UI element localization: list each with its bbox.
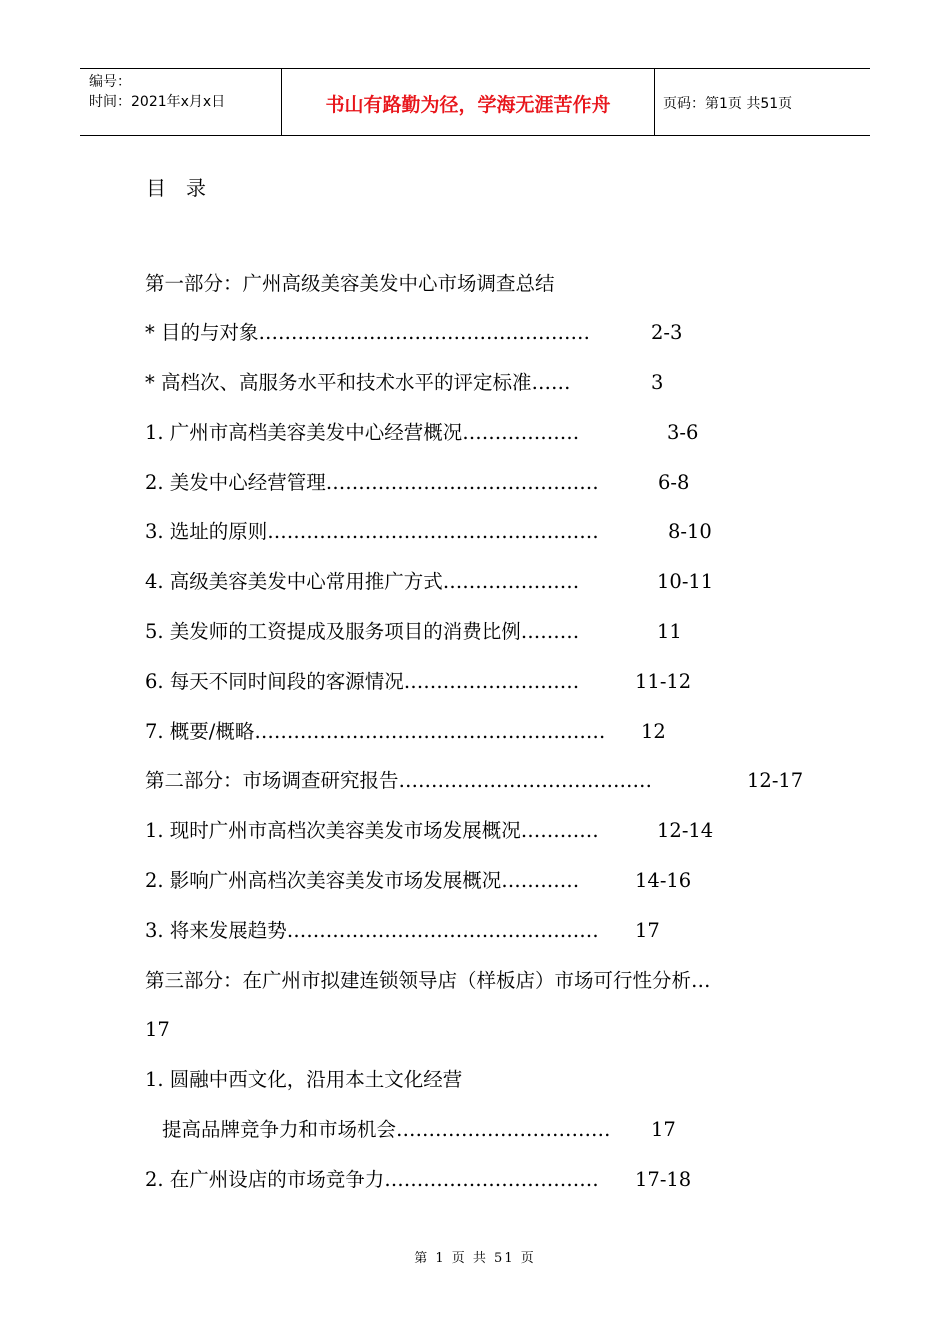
toc-entry-text: 5. 美发师的工资提成及服务项目的消费比例………: [145, 620, 580, 643]
toc-entry-text: 第二部分：市场调查研究报告…………………………………: [145, 769, 653, 792]
toc-entry: [145, 368, 664, 398]
toc-entry: [145, 816, 714, 846]
toc-entry-text: 2. 影响广州高档次美容美发市场发展概况…………: [145, 869, 580, 892]
toc-entry-text: 1. 圆融中西文化，沿用本土文化经营: [145, 1068, 463, 1091]
toc-entry-page: 2-3: [651, 321, 683, 344]
toc-entry: [145, 1015, 170, 1045]
toc-entry-text: 第一部分：广州高级美容美发中心市场调查总结: [145, 272, 555, 295]
header-top-rule: [80, 68, 870, 69]
document-date: 时间：2021年x月x日: [89, 94, 226, 110]
toc-entry-page: 17: [635, 919, 660, 942]
toc-entry-page: 11: [657, 620, 682, 643]
toc-entry-page: 12-14: [657, 819, 714, 842]
toc-entry-text: * 目的与对象……………………………………………: [145, 321, 590, 344]
document-number-label: 编号：: [89, 74, 131, 90]
toc-entry-page: 8-10: [668, 520, 712, 543]
toc-entry-page: 12: [641, 720, 666, 743]
toc-entry-page: 3: [651, 371, 664, 394]
toc-entry-text: 2. 美发中心经营管理……………………………………: [145, 471, 599, 494]
toc-entry-page: 6-8: [658, 471, 690, 494]
toc-entry-text: 3. 将来发展趋势…………………………………………: [145, 919, 599, 942]
header-left-cell: [89, 72, 225, 112]
toc-entry-text: 1. 广州市高档美容美发中心经营概况………………: [145, 421, 580, 444]
toc-entry: [145, 1165, 692, 1195]
toc-entry: [145, 567, 714, 597]
toc-entry: [145, 966, 711, 996]
toc-entry-page: 17: [651, 1118, 676, 1141]
header-bottom-rule: [80, 135, 870, 136]
toc-entry: [145, 517, 712, 547]
toc-entry: [145, 617, 682, 647]
toc-entry-text: * 高档次、高服务水平和技术水平的评定标准……: [145, 371, 571, 394]
toc-entry-page: 10-11: [657, 570, 714, 593]
toc-entry-text: 17: [145, 1018, 170, 1041]
toc-entry: [145, 269, 555, 299]
toc-entry-page: 12-17: [747, 769, 804, 792]
toc-entry: [145, 667, 692, 697]
toc-entry: [145, 717, 666, 747]
toc-entry: [145, 766, 804, 796]
toc-entry-page: 11-12: [635, 670, 692, 693]
toc-entry-text: 3. 选址的原则……………………………………………: [145, 520, 599, 543]
toc-entry-page: 3-6: [667, 421, 699, 444]
header-motto: 书山有路勤为径，学海无涯苦作舟: [325, 94, 611, 116]
toc-entry: [145, 418, 699, 448]
toc-entry: [145, 1065, 462, 1095]
toc-entry: [145, 916, 660, 946]
header-divider: [654, 68, 655, 135]
toc-title: 目录: [146, 176, 226, 200]
toc-entry: [145, 468, 690, 498]
toc-entry-text: 1. 现时广州市高档次美容美发市场发展概况…………: [145, 819, 599, 842]
toc-entry: [162, 1115, 676, 1145]
toc-entry-text: 4. 高级美容美发中心常用推广方式…………………: [145, 570, 580, 593]
toc-entry-text: 2. 在广州设店的市场竞争力……………………………: [145, 1168, 599, 1191]
toc-entry-text: 第三部分：在广州市拟建连锁领导店（样板店）市场可行性分析…: [145, 969, 711, 992]
page-footer: 第 1 页 共 51 页: [414, 1251, 536, 1266]
toc-entry-text: 7. 概要/概略………………………………………………: [145, 720, 606, 743]
toc-entry-page: 17-18: [635, 1168, 692, 1191]
toc-entry: [145, 866, 692, 896]
toc-entry: [145, 318, 683, 348]
toc-entry-text: 6. 每天不同时间段的客源情况………………………: [145, 670, 580, 693]
header-page-info: 页码：第1页 共51页: [663, 96, 793, 112]
toc-entry-page: 14-16: [635, 869, 692, 892]
toc-entry-text: 提高品牌竞争力和市场机会……………………………: [162, 1118, 611, 1141]
